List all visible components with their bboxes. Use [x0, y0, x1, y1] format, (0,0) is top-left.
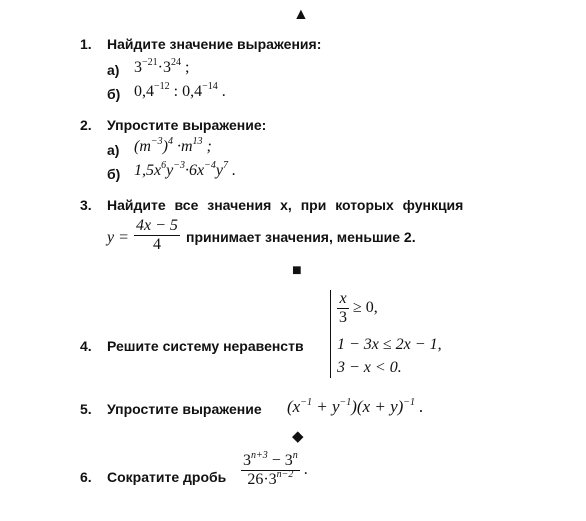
system-brace	[330, 290, 331, 378]
task-3-text: Найдите все значения x, при которых функция	[107, 197, 464, 213]
task-6-number: 6.	[80, 469, 92, 485]
task-1a-label: а)	[107, 62, 120, 78]
task-6-fraction	[241, 452, 308, 489]
task-2b-expression: $1,5x^6y^{-3}\cdot 6x^{-4}y^7$ .	[134, 160, 236, 179]
system-line-1-denominator: 3	[339, 309, 347, 326]
system-line-1-rest: ≥ 0,	[353, 299, 378, 317]
task-6-denominator: $26\cdot 3^{n-2}$	[247, 469, 294, 488]
task-2b-label: б)	[107, 166, 121, 182]
task-6-text: Сократите дробь	[107, 469, 227, 485]
task-1-number: 1.	[80, 36, 92, 52]
task-4-text: Решите систему неравенств	[107, 338, 304, 354]
task-4-number: 4.	[80, 338, 92, 354]
task-3-fraction	[134, 217, 180, 254]
diamond-marker: ◆	[292, 429, 304, 445]
task-5-text: Упростите выражение	[107, 401, 262, 417]
task-2a-expression: $(m^{-3})^4 \cdot m^{13}$ ;	[134, 136, 212, 155]
task-1a-expression: $3^{-21}\cdot 3^{24}$ ;	[134, 57, 190, 76]
task-1b-label: б)	[107, 86, 121, 102]
task-3-number: 3.	[80, 197, 92, 213]
task-1-text: Найдите значение выражения:	[107, 36, 322, 52]
task-6-end: .	[303, 461, 308, 479]
task-5-expression: $(x^{-1} + y^{-1})(x + y)^{-1}$ .	[287, 397, 424, 416]
task-2a-label: а)	[107, 142, 120, 158]
task-2-number: 2.	[80, 117, 92, 133]
task-2-text: Упростите выражение:	[107, 117, 267, 133]
system-line-3: 3 − x < 0.	[337, 359, 402, 376]
triangle-marker: ▲	[293, 6, 309, 23]
task-3-denominator: 4	[152, 236, 161, 253]
task-3-numerator: 4x − 5	[136, 217, 178, 234]
task-1b-expression: $0,4^{-12}$ : $0,4^{-14}$ .	[134, 81, 226, 100]
task-6-numerator: $3^{n+3} - 3^n$	[243, 450, 298, 469]
task-5-number: 5.	[80, 401, 92, 417]
system-line-1	[337, 290, 378, 327]
system-line-2: 1 − 3x ≤ 2x − 1,	[337, 336, 442, 353]
square-marker: ■	[292, 262, 302, 279]
task-3-lhs: y =	[107, 229, 129, 246]
task-3-tail: принимает значения, меньшие 2.	[186, 229, 416, 245]
system-line-1-numerator: x	[337, 290, 349, 309]
